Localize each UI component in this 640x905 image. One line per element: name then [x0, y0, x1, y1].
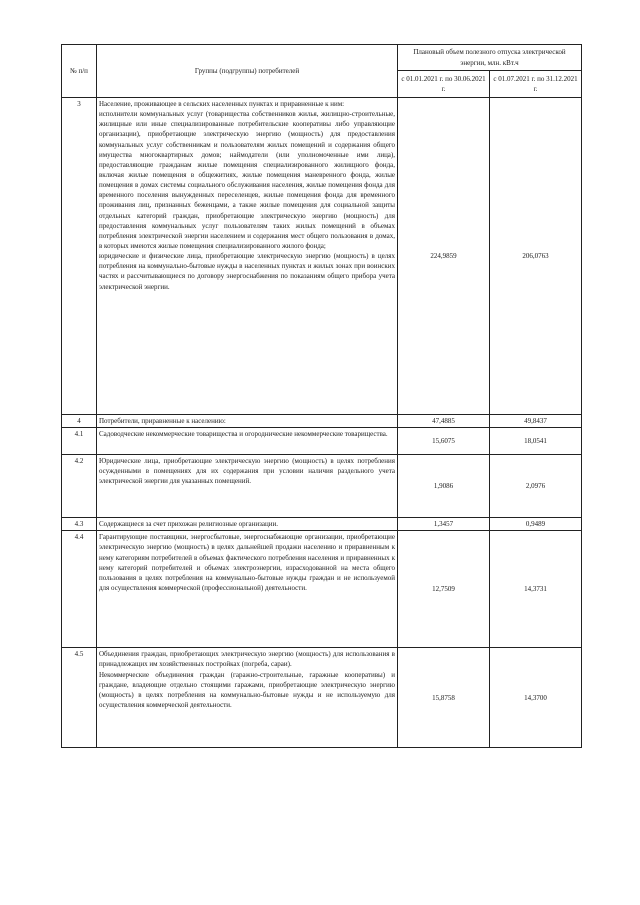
row-value-period-2: 14,3700 [490, 648, 582, 748]
table-row [62, 415, 582, 428]
table-row [62, 428, 582, 455]
row-value-period-1: 15,8758 [398, 648, 490, 748]
row-group-text: Содержащиеся за счет прихожан религиозные организации. [97, 518, 398, 531]
row-value-period-2: 2,0976 [490, 455, 582, 518]
row-number: 4.1 [62, 428, 97, 455]
row-value-period-1: 12,7509 [398, 531, 490, 648]
row-value-period-2: 206,0763 [490, 98, 582, 415]
row-value-period-1: 47,4885 [398, 415, 490, 428]
row-value-period-2: 0,9489 [490, 518, 582, 531]
header-period-2: с 01.07.2021 г. по 31.12.2021 г. [490, 71, 582, 98]
row-value-period-1: 224,9859 [398, 98, 490, 415]
header-group: Группы (подгруппы) потребителей [97, 45, 398, 98]
row-number: 4.5 [62, 648, 97, 748]
header-period-1: с 01.01.2021 г. по 30.06.2021 г. [398, 71, 490, 98]
table-row [62, 98, 582, 415]
row-group-text: Объединения граждан, приобретающих электрическую энергию (мощность) для использования в принадлежащих им хозяйственных постройках (погреба, сараи). Некоммерческие объединения граждан (гаражно-строительные, гаражные кооперативы) и граждане, владеющие отдельно стоящими гаражами, приобретающие электрическую энергию (мощность) в целях потребления на коммунально-бытовые нужды и не используемую для осуществления коммерческой деятельности. [97, 648, 398, 748]
row-number: 4.2 [62, 455, 97, 518]
row-number: 4.4 [62, 531, 97, 648]
row-value-period-1: 1,9086 [398, 455, 490, 518]
row-group-text: Садоводческие некоммерческие товарищества и огороднические некоммерческие товарищества. [97, 428, 398, 455]
row-value-period-1: 1,3457 [398, 518, 490, 531]
row-number: 3 [62, 98, 97, 415]
table-row [62, 518, 582, 531]
row-group-text: Гарантирующие поставщики, энергосбытовые, энергоснабжающие организации, приобретающие электрическую энергию (мощность) в целях дальнейшей продажи населению и приравненным к нему категориям потребителей в объемах фактического потребления населения и приравненных к нему категорий потребителей и объемах электроэнергии, израсходованной на места общего пользования в целях потребления на коммунально-бытовые нужды граждан и не используемой для осуществления коммерческой (профессиональной) деятельности. [97, 531, 398, 648]
consumption-table [61, 44, 582, 748]
row-value-period-1: 15,6075 [398, 428, 490, 455]
row-number: 4.3 [62, 518, 97, 531]
row-group-text: Потребители, приравненные к населению: [97, 415, 398, 428]
row-number: 4 [62, 415, 97, 428]
table-row [62, 531, 582, 648]
row-value-period-2: 49,8437 [490, 415, 582, 428]
table-row [62, 455, 582, 518]
row-group-text: Население, проживающее в сельских населенных пунктах и приравненные к ним: исполнители коммунальных услуг (товарищества собственников жилья, жилищно-строительные, жилищные или иные специализированные потребительские кооперативы либо управляющие организации), приобретающие электрическую энергию (мощность) для предоставления коммунальных услуг собственникам и пользователям жилых помещений и содержания общего имущества многоквартирных домов; наймодатели (или уполномоченные ими лица), предоставляющие гражданам жилые помещения специализированного жилищного фонда, включая жилые помещения в общежитиях, жилые помещения маневренного фонда, жилые помещения в домах системы социального обслуживания населения, жилые помещения фонда для временного поселения вынужденных переселенцев, жилые помещения фонда для временного проживания лиц, признанных беженцами, а также жилые помещения для социальной защиты отдельных категорий граждан, приобретающие электрическую энергию (мощность) для предоставления коммунальных услуг пользователям таких жилых помещений в объемах потребления электрической энергии населением и содержания мест общего пользования в домах, в которых имеются жилые помещения специализированного жилого фонда; юридические и физические лица, приобретающие электрическую энергию (мощность) в целях потребления на коммунально-бытовые нужды в населенных пунктах и жилых зонах при воинских частях и рассчитывающиеся по договору энергоснабжения по показаниям общего прибора учета электрической энергии. [97, 98, 398, 415]
row-group-text: Юридические лица, приобретающие электрическую энергию (мощность) в целях потребления осужденными в помещениях для их содержания при условии наличия раздельного учета электрической энергии для указанных помещений. [97, 455, 398, 518]
row-value-period-2: 14,3731 [490, 531, 582, 648]
header-num: № п/п [62, 45, 97, 98]
header-plan-volume: Плановый объем полезного отпуска электрической энергии, млн. кВт.ч [398, 45, 582, 71]
table-row [62, 648, 582, 748]
row-value-period-2: 18,0541 [490, 428, 582, 455]
